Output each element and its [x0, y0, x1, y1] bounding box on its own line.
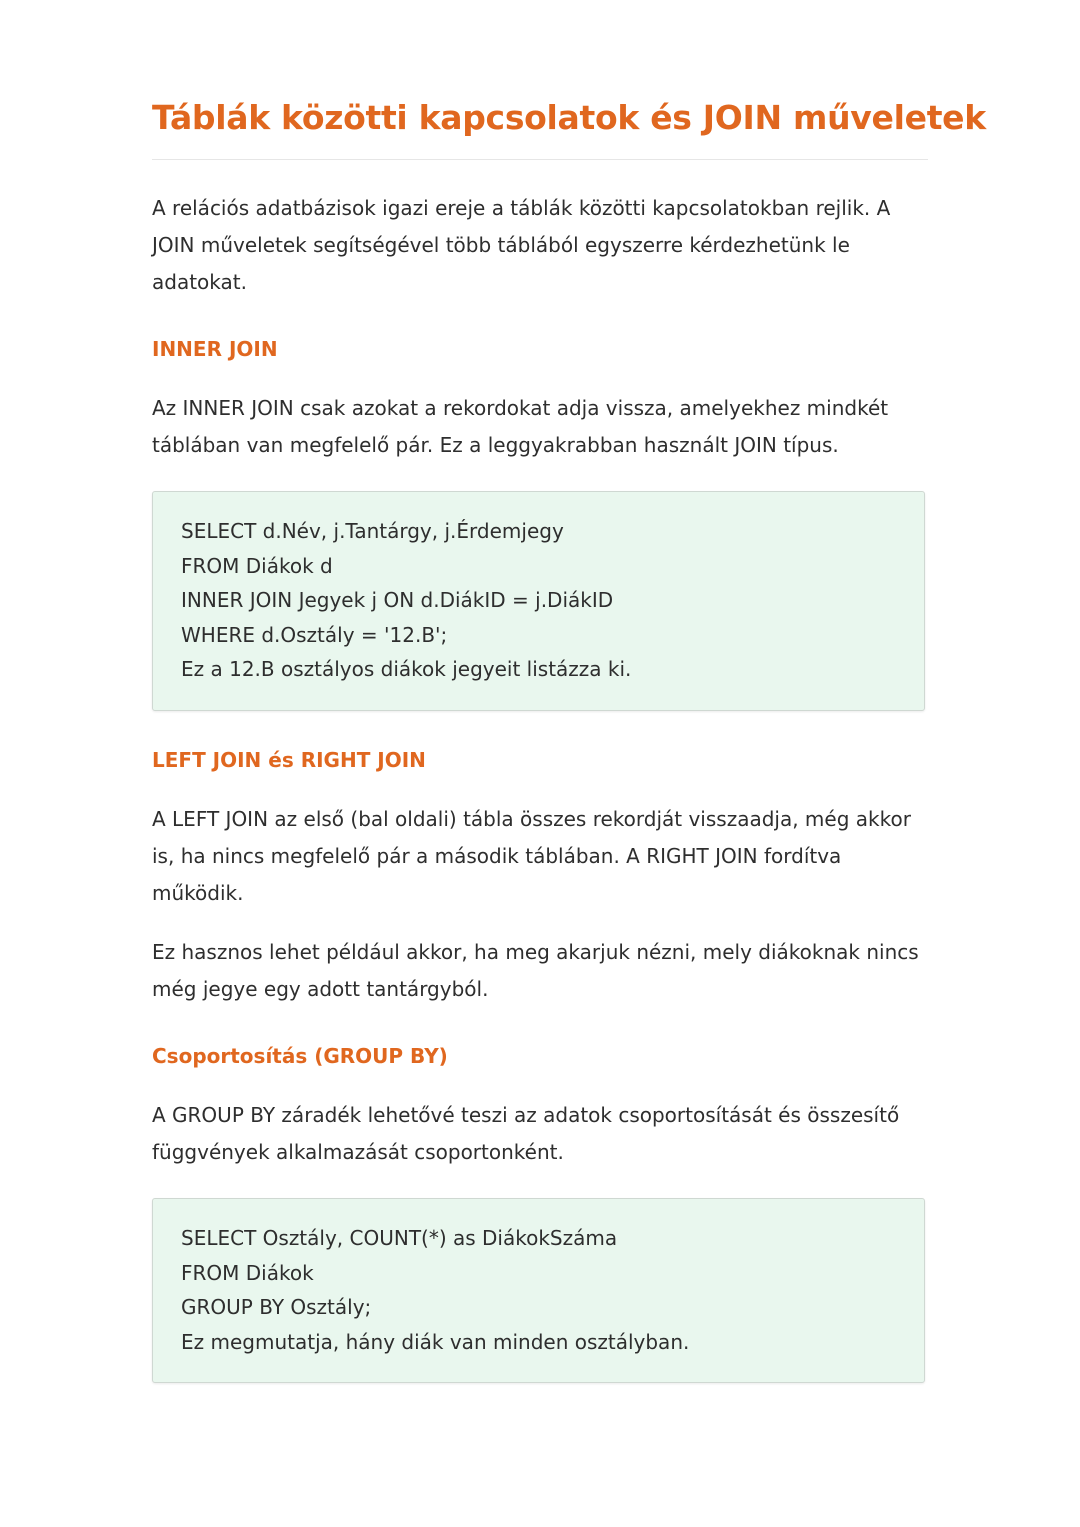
code-line: SELECT Osztály, COUNT(*) as DiákokSzáma: [181, 1226, 618, 1250]
code-line: FROM Diákok: [181, 1260, 314, 1285]
code-line: FROM Diákok d: [181, 553, 333, 578]
section-paragraph: A LEFT JOIN az első (bal oldali) tábla összes rekordját visszaadja, még akkor is, ha nincs megfelelő pár a második táblában. A RIGHT JOIN fordítva működik.: [152, 807, 911, 905]
section-paragraph: A GROUP BY záradék lehetővé teszi az adatok csoportosítását és összesítő függvények alkalmazását csoportonként.: [152, 1103, 900, 1164]
intro-paragraph: A relációs adatbázisok igazi ereje a táblák közötti kapcsolatokban rejlik. A JOIN műveletek segítségével több táblából egyszerre kérdezhetünk le adatokat.: [152, 196, 891, 294]
title-divider: [152, 159, 928, 160]
section-heading-inner-join: INNER JOIN: [152, 337, 278, 361]
code-block-inner-join: [152, 491, 925, 711]
code-block-group-by: [152, 1198, 925, 1383]
section-heading-left-right-join: LEFT JOIN és RIGHT JOIN: [152, 748, 426, 772]
section-paragraph: Ez hasznos lehet például akkor, ha meg akarjuk nézni, mely diákoknak nincs még jegye egy adott tantárgyból.: [152, 940, 919, 1001]
code-line: WHERE d.Osztály = '12.B';: [181, 622, 448, 647]
page-title: Táblák közötti kapcsolatok és JOIN műveletek: [152, 98, 986, 137]
code-line: Ez a 12.B osztályos diákok jegyeit listázza ki.: [181, 657, 632, 681]
code-line: SELECT d.Név, j.Tantárgy, j.Érdemjegy: [181, 519, 564, 543]
section-paragraph: Az INNER JOIN csak azokat a rekordokat adja vissza, amelyekhez mindkét táblában van megfelelő pár. Ez a leggyakrabban használt JOIN típus.: [152, 396, 889, 457]
section-heading-group-by: Csoportosítás (GROUP BY): [152, 1044, 448, 1068]
code-line: GROUP BY Osztály;: [181, 1295, 372, 1319]
code-line: INNER JOIN Jegyek j ON d.DiákID = j.DiákID: [181, 588, 614, 612]
code-line: Ez megmutatja, hány diák van minden osztályban.: [181, 1329, 690, 1354]
